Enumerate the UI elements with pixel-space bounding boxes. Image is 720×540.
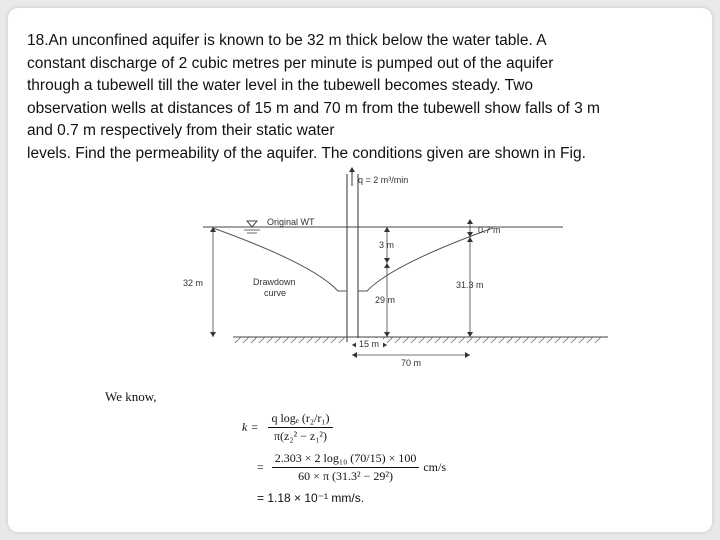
aquifer-figure [63,166,658,375]
depth-near-label: 29 m [375,295,396,305]
thickness-arrow-top-icon [210,227,216,232]
dist-far-arrow-left-icon [352,352,357,358]
problem-line: levels. Find the permeability of the aquifer. The conditions given are shown in Fig. [27,144,586,162]
depth-near-arrow-bottom-icon [384,332,390,337]
formula-numerator: q logₑ (r₂/r₁) [268,411,332,428]
aquifer-diagram [63,166,658,375]
result-row [257,491,364,505]
depth-near-arrow-icon [384,263,390,268]
original-wt-label: Original WT [267,217,315,227]
substitution-row [257,451,446,484]
thickness-arrow-bottom-icon [210,332,216,337]
drawdown-label-curve: curve [264,288,287,298]
formula-row [242,411,337,444]
discharge-arrow-head-icon [349,167,355,172]
fall-near-arrow-bottom-icon [384,258,390,263]
substitution-equals: = [257,460,264,474]
thickness-label: 32 m [182,278,203,288]
solution-box [102,383,571,510]
substitution-numerator: 2.303 × 2 log₁₀ (70/15) × 100 [272,451,420,468]
fall-near-label: 3 m [379,240,395,250]
fall-near-arrow-icon [384,227,390,232]
drawdown-label: Drawdown [253,277,296,287]
formula-denominator: π(z₂² − z₁²) [273,429,328,443]
fall-far-arrow-icon [467,219,473,224]
formula-lhs: k = [242,420,259,434]
formula-fraction [268,411,332,444]
fall-far-label: 0.7 m [478,225,501,235]
substitution-fraction [272,451,420,484]
substitution-denominator: 60 × π (31.3² − 29²) [298,469,393,483]
problem-line: and 0.7 m respectively from their static water [27,122,335,139]
problem-line: through a tubewell till the water level in the tubewell becomes steady. Two [27,77,534,94]
impervious-hatching [235,337,601,343]
depth-far-label: 31.3 m [456,280,484,290]
problem-statement [27,30,699,165]
dist-near-label: 15 m [358,339,380,349]
problem-line: constant discharge of 2 cubic metres per minute is pumped out of the aquifer [27,54,554,72]
result-value: = 1.18 × 10⁻¹ mm/s. [257,491,365,505]
substitution-unit: cm/s [423,460,447,474]
solution-lead: We know, [105,389,157,404]
depth-far-arrow-bottom-icon [467,332,473,337]
discharge-label: q = 2 m³/min [358,175,409,185]
problem-line: observation wells at distances of 15 m and 70 m from the tubewell show falls of 3 m [27,99,600,117]
dist-far-label: 70 m [400,358,422,368]
problem-line: 18.An unconfined aquifer is known to be 32 m thick below the water table. A [27,32,547,49]
dist-far-arrow-right-icon [465,352,470,358]
